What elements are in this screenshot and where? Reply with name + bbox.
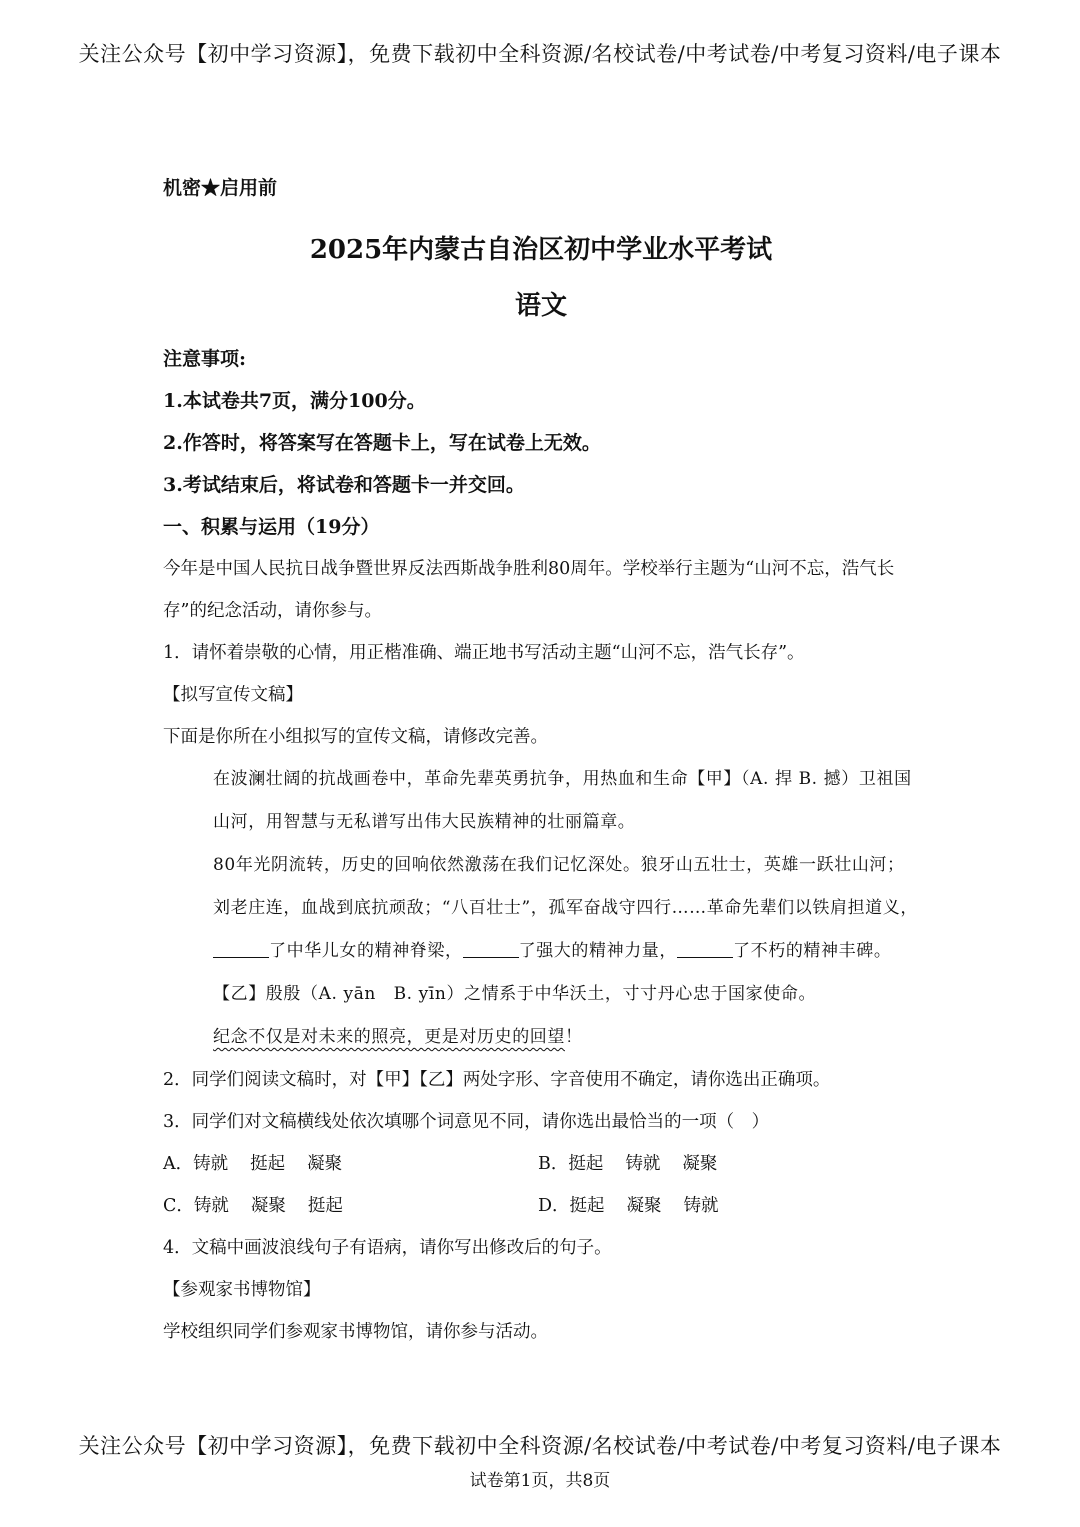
confidential-label: 机密★启用前 xyxy=(163,177,278,199)
question-3: 3．同学们对文稿横线处依次填哪个词意见不同，请你选出最恰当的一项（ ） xyxy=(163,1112,770,1132)
draft-p2-part: 了强大的精神力量， xyxy=(518,941,678,961)
notice-item: 1.本试卷共7页，满分100分。 xyxy=(163,390,426,412)
exam-page-content xyxy=(163,170,919,1353)
exam-title: 2025年内蒙古自治区初中学业水平考试 xyxy=(309,235,773,265)
museum-heading: 【参观家书博物馆】 xyxy=(163,1280,321,1300)
option-c: C．铸就 凝聚 挺起 xyxy=(163,1196,343,1216)
subject-title: 语文 xyxy=(514,291,567,321)
draft-p2-part: 了中华儿女的精神脊梁， xyxy=(269,941,463,961)
question-4: 4．文稿中画波浪线句子有语病，请你写出修改后的句子。 xyxy=(163,1238,612,1258)
question-1: 1．请怀着崇敬的心情，用正楷准确、端正地书写活动主题“山河不忘，浩气长存”。 xyxy=(163,643,805,663)
notice-heading: 注意事项: xyxy=(163,348,247,370)
question-2: 2．同学们阅读文稿时，对【甲】【乙】两处字形、字音使用不确定，请你选出正确项。 xyxy=(163,1070,831,1090)
q3-options-row-1 xyxy=(163,1143,919,1185)
notice-item: 3.考试结束后，将试卷和答题卡一并交回。 xyxy=(163,474,525,496)
option-b: B．挺起 铸就 凝聚 xyxy=(538,1154,718,1174)
draft-p3-end: ！ xyxy=(565,1027,583,1047)
draft-intro: 下面是你所在小组拟写的宣传文稿，请修改完善。 xyxy=(163,727,548,747)
draft-paragraph-2 xyxy=(163,844,919,1016)
q3-options-row-2 xyxy=(163,1185,919,1227)
notice-item: 2.作答时，将答案写在答题卡上，写在试卷上无效。 xyxy=(163,432,601,454)
option-a: A．铸就 挺起 凝聚 xyxy=(163,1154,343,1174)
section-heading: 一、积累与运用（19分） xyxy=(163,516,380,538)
fill-blank-1 xyxy=(213,937,269,958)
draft-text xyxy=(163,758,919,1059)
wavy-underlined-sentence: 纪念不仅是对未来的照亮，更是对历史的回望 xyxy=(213,1027,565,1047)
intro-paragraph: 今年是中国人民抗日战争暨世界反法西斯战争胜利80周年。学校举行主题为“山河不忘，浩气长存”的纪念活动，请你参与。 xyxy=(163,559,895,621)
promo-banner-bottom: 关注公众号【初中学习资源】，免费下载初中全科资源/名校试卷/中考试卷/中考复习资料/电子课本 xyxy=(78,1434,1002,1458)
fill-blank-2 xyxy=(463,937,519,958)
page-number: 试卷第1页，共8页 xyxy=(469,1471,611,1491)
draft-paragraph-1: 在波澜壮阔的抗战画卷中，革命先辈英勇抗争，用热血和生命【甲】（A. 捍 B. 撼）卫祖国山河，用智慧与无私谱写出伟大民族精神的壮丽篇章。 xyxy=(213,769,912,832)
fill-blank-3 xyxy=(677,937,733,958)
museum-intro: 学校组织同学们参观家书博物馆，请你参与活动。 xyxy=(163,1322,548,1342)
promo-banner-top: 关注公众号【初中学习资源】，免费下载初中全科资源/名校试卷/中考试卷/中考复习资料/电子课本 xyxy=(78,42,1002,66)
draft-p2-part: 了不朽的精神丰碑。【乙】殷殷（A. yān B. yīn）之情系于中华沃土，寸寸丹心忠于国家使命。 xyxy=(213,941,892,1004)
option-d: D．挺起 凝聚 铸就 xyxy=(538,1196,719,1216)
draft-p2-part: 80年光阴流转，历史的回响依然激荡在我们记忆深处。狼牙山五壮士，英雄一跃壮山河；刘老庄连，血战到底抗顽敌；“八百壮士”，孤军奋战守四行……革命先辈们以铁肩担道义， xyxy=(213,855,918,918)
draft-heading: 【拟写宣传文稿】 xyxy=(163,685,303,705)
draft-paragraph-3 xyxy=(163,1016,919,1059)
